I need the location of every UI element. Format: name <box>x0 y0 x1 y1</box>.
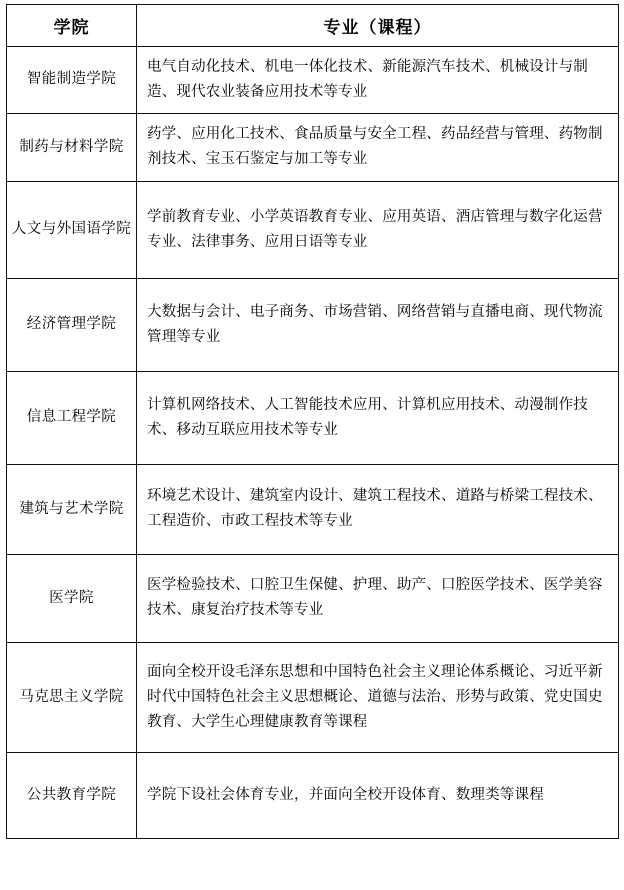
table-row <box>7 113 619 181</box>
table-row <box>7 278 619 371</box>
table-row <box>7 554 619 642</box>
column-header-college: 学院 <box>7 5 137 47</box>
college-name: 医学院 <box>7 554 137 642</box>
table-row <box>7 47 619 114</box>
major-list: 电气自动化技术、机电一体化技术、新能源汽车技术、机械设计与制造、现代农业装备应用技术等专业 <box>137 47 619 114</box>
table-row <box>7 181 619 278</box>
table-row <box>7 464 619 554</box>
college-name: 制药与材料学院 <box>7 113 137 181</box>
table-row <box>7 642 619 752</box>
table-header-row <box>7 5 619 47</box>
major-list: 学前教育专业、小学英语教育专业、应用英语、酒店管理与数字化运营专业、法律事务、应用日语等专业 <box>137 181 619 278</box>
college-name: 公共教育学院 <box>7 752 137 838</box>
college-name: 马克思主义学院 <box>7 642 137 752</box>
table-body <box>7 47 619 839</box>
major-list: 医学检验技术、口腔卫生保健、护理、助产、口腔医学技术、医学美容技术、康复治疗技术等专业 <box>137 554 619 642</box>
major-list: 环境艺术设计、建筑室内设计、建筑工程技术、道路与桥梁工程技术、工程造价、市政工程技术等专业 <box>137 464 619 554</box>
column-header-major: 专业（课程） <box>137 5 619 47</box>
table-header <box>7 5 619 47</box>
major-list: 大数据与会计、电子商务、市场营销、网络营销与直播电商、现代物流管理等专业 <box>137 278 619 371</box>
major-list: 学院下设社会体育专业，并面向全校开设体育、数理类等课程 <box>137 752 619 838</box>
major-list: 药学、应用化工技术、食品质量与安全工程、药品经营与管理、药物制剂技术、宝玉石鉴定与加工等专业 <box>137 113 619 181</box>
major-list: 计算机网络技术、人工智能技术应用、计算机应用技术、动漫制作技术、移动互联应用技术等专业 <box>137 371 619 464</box>
college-name: 人文与外国语学院 <box>7 181 137 278</box>
college-name: 信息工程学院 <box>7 371 137 464</box>
college-name: 智能制造学院 <box>7 47 137 114</box>
college-name: 建筑与艺术学院 <box>7 464 137 554</box>
college-major-table <box>6 4 619 839</box>
major-list: 面向全校开设毛泽东思想和中国特色社会主义理论体系概论、习近平新时代中国特色社会主义思想概论、道德与法治、形势与政策、党史国史教育、大学生心理健康教育等课程 <box>137 642 619 752</box>
college-name: 经济管理学院 <box>7 278 137 371</box>
table-row <box>7 371 619 464</box>
table-row <box>7 752 619 838</box>
